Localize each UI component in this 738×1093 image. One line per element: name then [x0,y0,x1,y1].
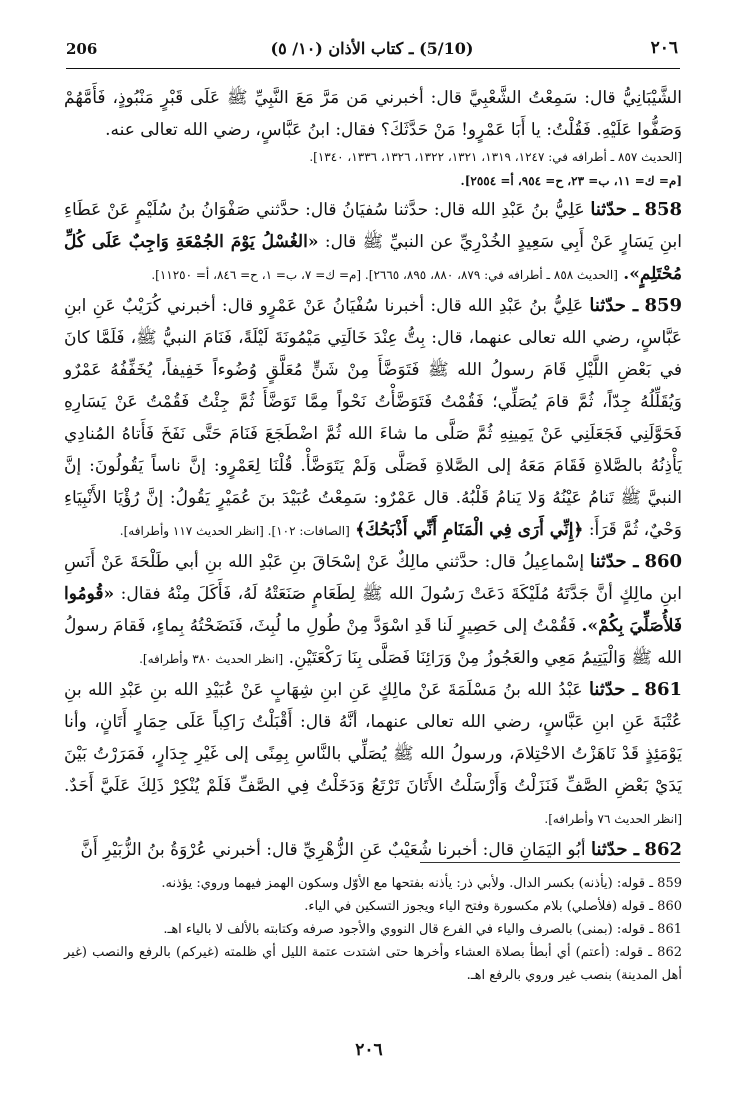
hadith-number: 858 [644,199,683,220]
page-number-arabic: ٢٠٦ [650,38,678,58]
footnote-862: 862 ـ قوله: (أعتم) أي أبطأ بصلاة العشاء وأخرها حتى اشتدت عتمة الليل أي ظلمته (غيركم) بالرفع والنصب (غير أهل المدينة) بنصب غير وروي بالرفع اهـ. [64,945,682,983]
continuation-paragraph: الشَّيْبَانِيُّ قال: سَمِعْتُ الشَّعْبِيَّ قال: أخبرني مَن مَرَّ مَعَ النَّبِيِّ ﷺ عَلَى قَبْرٍ مَنْبُوذٍ، فَأَمَّهُمْ وَصَفُّوا عَلَيْهِ. فَقُلْتُ: يا أَبَا عَمْرٍو! مَنْ حَدَّثَكَ؟ فقال: ابنُ عَبَّاسٍ، رضي الله تعالى عنه. [64,88,682,140]
hadith-text-continued: فَقُمْتُ إلى حَصِيرٍ لَنا قَدِ اسْوَدَّ مِنْ طُولِ ما لُبِثَ، فَنَضَحْتُهُ بِماءٍ، فَقامَ رسولُ الله ﷺ وَالْيَتِيمُ مَعِي والعَجُوزُ مِنْ وَرَائِنَا فَصَلَّى بِنَا رَكْعَتَيْنِ. [64,616,682,668]
hadith-keyword: ـ حدّثنا [588,679,638,700]
hadith-ref: [الحديث ٨٥٨ ـ أطرافه في: ٨٧٩، ٨٨٠، ٨٩٥، ٢٦٦٥]. [م= ك= ٧، ب= ١، ح= ٨٤٦، أ= ١١٢٥٠]. [151,268,618,282]
prophetic-saying: «قُومُوا فَلأُصَلِّيَ بِكُمْ». [64,584,682,636]
hadith-keyword: ـ حدّثنا [590,839,640,860]
running-title: (5/10) ـ كتاب الأذان (١٠/ ٥) [270,39,474,58]
hadith-keyword: ـ حدّثنا [589,295,639,316]
hadith-keyword: ـ حدّثنا [590,199,639,220]
hadith-858 [64,194,682,290]
continuation-ref: [الحديث ٨٥٧ ـ أطرافه في: ١٢٤٧، ١٣١٩، ١٣٢١، ١٣٢٢، ١٣٢٦، ١٣٣٦، ١٣٤٠]. [309,150,682,164]
hadith-859 [64,290,682,546]
hadith-text: أبُو اليَمَانِ قال: أخبرنا شُعَيْبٌ عَنِ الزُّهْرِيِّ قال: أخبرني عُرْوَةُ بنُ الزُّبَيْرِ أَنَّ [80,840,586,860]
footnote-861: 861 ـ قوله: (بمنى) بالصرف والياء في الفرع قال النووي والأجود صرفه وكتابته بالألف لا بالياء اهـ. [163,922,682,937]
page-number-latin: 206 [66,40,98,58]
hadith-text: إسْماعِيلُ قال: حدَّثني مالِكٌ عَنْ إسْحَاقَ بنِ عَبْدِ الله بنِ أبي طَلْحَةَ عَنْ أَنَسِ ابنِ مالِكٍ أنَّ جَدَّتَهُ مُلَيْكَةَ دَعَتْ رَسُولَ الله ﷺ لِطَعَامٍ صَنَعَتْهُ لَهُ، فَأَكَلَ مِنْهُ فقال: [64,552,682,604]
hadith-text: عَلِيُّ بنُ عَبْدِ الله قال: أخبرنا سُفْيَانُ عَنْ عَمْرٍو قال: أخبرني كُرَيْبٌ عَنِ ابنِ عَبَّاسٍ، رضي الله تعالى عنهما، قال: بِتُّ عِنْدَ خَالَتِي مَيْمُونَةَ لَيْلَةً، فَنَامَ النبيُّ ﷺ، فَلَمَّا كانَ في بَعْضِ اللَّيْلِ قَامَ رسولُ الله ﷺ فَتَوَضَّأَ مِنْ شَنٍّ مُعَلَّقٍ وُضُوءاً خَفِيفاً، يُخَفِّفُهُ عَمْرٌو وَيُقَلِّلُهُ جِدّاً، ثُمَّ قامَ يُصَلِّي؛ فَقُمْتُ فَتَوَضَّأْتُ نَحْواً مِمَّا تَوَضَّأَ ثُمَّ جِئْتُ فَقُمْتُ عَنْ يَسَارِهِ فَحَوَّلَنِي فَجَعَلَنِي عَنْ يَمِينِهِ ثُمَّ صَلَّى ما شاءَ الله ثُمَّ اضْطَجَعَ فَنَامَ حَتَّى نَفَخَ فَأَتاهُ المُنادِي يَأْذِنُهُ بالصَّلاةِ فَقَامَ مَعَهُ إلى الصَّلاةِ فَصَلَّى وَلَمْ يَتَوَضَّأْ. قُلْنَا لِعَمْرٍو: إنَّ ناساً يَقُولُونَ: إنَّ النبيَّ ﷺ تَنامُ عَيْنُهُ وَلا يَنامُ قَلْبُهُ. قال عَمْرٌو: سَمِعْتُ عُبَيْدَ بنَ عُمَيْرٍ يَقُولُ: إنَّ رُؤْيَا الأَنْبِيَاءِ وَحْيٌ، ثُمَّ قَرَأَ: [64,296,682,540]
main-text [64,82,682,866]
hadith-number: 861 [644,679,682,700]
hadith-text: عَبْدُ الله بنُ مَسْلَمَةَ عَنْ مالِكٍ عَنِ ابنِ شِهَابٍ عَنْ عُبَيْدِ الله بنِ عَبْدِ الله بنِ عُتْبَةَ عَنِ ابنِ عَبَّاسٍ، رضي الله تعالى عنهما، أنَّهُ قال: أَقْبَلْتُ رَاكِباً عَلَى حِمَارٍ أَتَانٍ، وأنا يَوْمَئِذٍ قَدْ نَاهَزْتُ الاحْتِلامَ، ورسولُ الله ﷺ يُصَلِّي بالنَّاسِ بِمِنًى إلى غَيْرِ جِدَارٍ، فَمَرَرْتُ بَيْنَ يَدَيْ بَعْضِ الصَّفِّ فَنَزَلْتُ وَأَرْسَلْتُ الأَتَانَ تَرْتَعُ وَدَخَلْتُ فِي الصَّفِّ فَلَمْ يُنْكِرْ ذَلِكَ عَلَيَّ أَحَدٌ. [64,680,682,796]
continuation-ref-codes: [م= ك= ١١، ب= ٢٣، ح= ٩٥٤، أ= ٢٥٥٤]. [460,174,682,188]
page-header [66,34,678,64]
hadith-861 [64,674,682,834]
hadith-text: عَلِيُّ بنُ عَبْدِ الله قال: حدَّثنا سُفيَانُ قال: حدَّثني صَفْوَانُ بنُ سُلَيْمٍ عَنْ عَطَاءِ ابنِ يَسَارٍ عَنْ أَبِي سَعِيدٍ الخُدْرِيِّ عن النبيِّ ﷺ قال: [64,200,682,252]
header-rule [66,68,680,69]
footnote-859: 859 ـ قوله: (يأذنه) بكسر الدال. ولأبي ذر: يأذنه بفتحها مع الأوّل وسكون الهمز فيهما وروي: يؤذنه. [161,876,682,891]
quran-verse: ﴿إِنِّي أَرَى فِي الْمَنَامِ أَنِّي أَذْبَحُكَ﴾ [355,520,584,540]
footnote-860: 860 ـ قوله (فلأصلي) بلام مكسورة وفتح الياء ويجوز التسكين في الياء. [304,899,682,914]
footnote-divider [420,862,680,863]
hadith-ref: [انظر الحديث ٣٨٠ وأطرافه]. [139,652,284,666]
footnotes [64,872,682,987]
page-footer-number: ٢٠٦ [355,1040,383,1060]
hadith-number: 860 [644,551,683,572]
hadith-ref: [انظر الحديث ٧٦ وأطرافه]. [544,812,682,826]
hadith-number: 862 [644,839,682,860]
hadith-number: 859 [644,295,683,316]
prophetic-saying: «الغُسْلُ يَوْمَ الجُمْعَةِ وَاجِبٌ عَلَى كُلِّ مُحْتَلِمٍ». [64,232,682,284]
hadith-ref: [الصافات: ١٠٢]. [انظر الحديث ١١٧ وأطرافه]. [119,524,350,538]
hadith-keyword: ـ حدّثنا [589,551,639,572]
hadith-860 [64,546,682,674]
